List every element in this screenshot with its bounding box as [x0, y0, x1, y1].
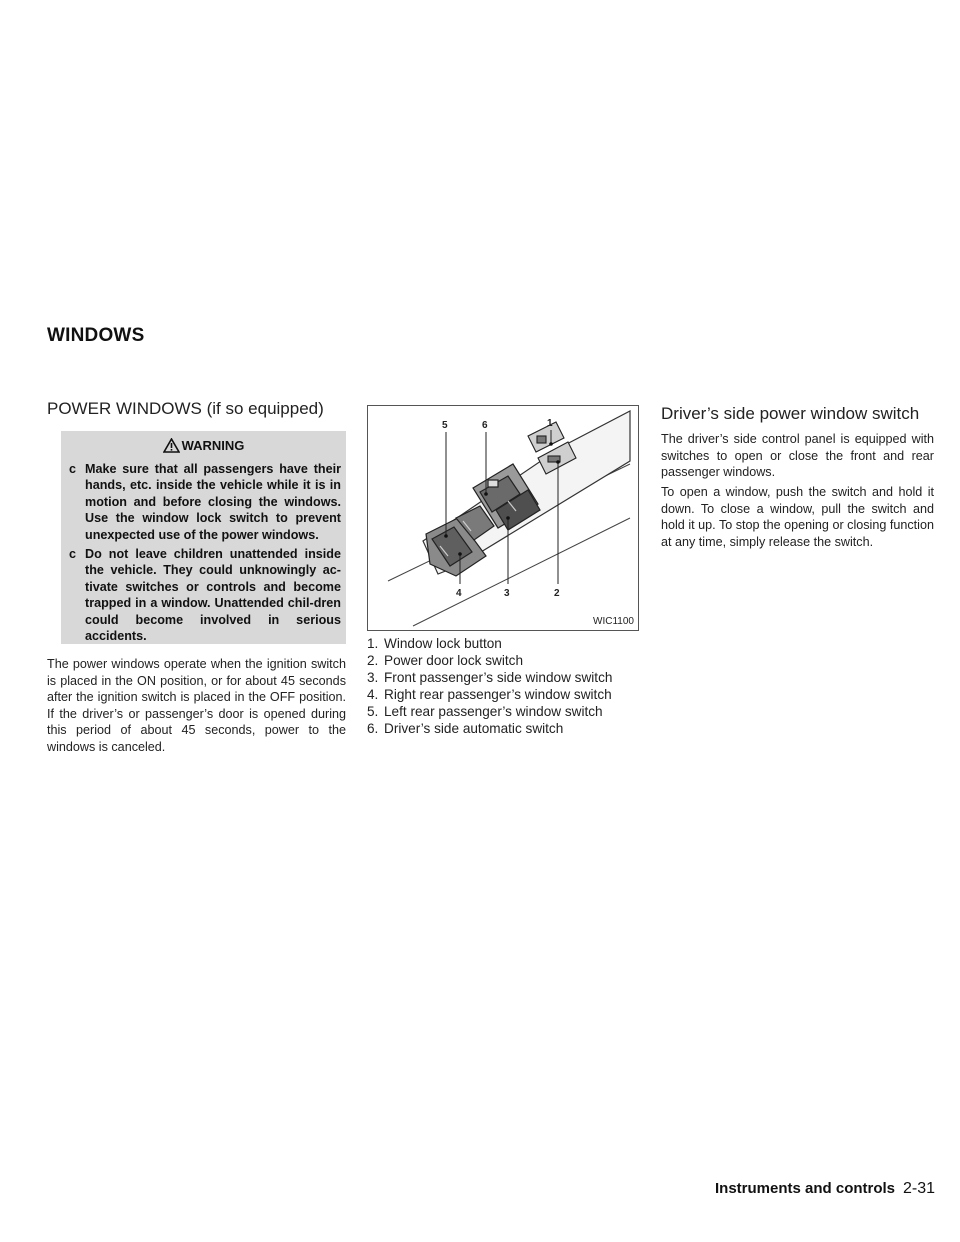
callout-6: 6: [482, 420, 488, 431]
footer-section: Instruments and controls: [715, 1180, 896, 1197]
figure-code: WIC1100: [593, 616, 634, 627]
callout-5: 5: [442, 420, 448, 431]
legend-item: 2. Power door lock switch: [367, 652, 524, 668]
window-switch-illustration: [368, 406, 638, 630]
warning-heading-label: WARNING: [181, 438, 245, 453]
legend-item: 4. Right rear passenger’s window switch: [367, 686, 612, 702]
page-number: 2-31: [903, 1180, 936, 1197]
warning-item-text: Make sure that all passengers have their hands, etc. inside the vehicle while it is in motion and before closing the windows. Use the window lock switch to prevent unexpected use of the power windows.: [85, 462, 341, 542]
bullet-icon: c: [69, 547, 77, 561]
drivers-switch-heading: Driver’s side power window switch: [661, 404, 920, 423]
power-windows-paragraph: The power windows operate when the ignition switch is placed in the ON position, or for about 45 seconds after the ignition switch is placed in the OFF position. If the driver’s or passenger’s door is opened during this period of about 45 seconds, power to the windows is canceled.: [47, 657, 346, 754]
callout-3: 3: [504, 588, 510, 599]
figure-legend: [367, 636, 647, 737]
window-switch-figure: [367, 405, 639, 631]
drivers-switch-paragraph: The driver’s side control panel is equipped with switches to open or close the front and rear passenger windows.: [661, 432, 934, 480]
legend-item: 5. Left rear passenger’s window switch: [367, 703, 603, 719]
legend-item: 1. Window lock button: [367, 636, 502, 651]
legend-item: 3. Front passenger’s side window switch: [367, 669, 613, 685]
warning-heading: [61, 438, 346, 453]
page-footer: [715, 1180, 935, 1198]
legend-item: 6. Driver’s side automatic switch: [367, 720, 564, 736]
drivers-switch-paragraph: To open a window, push the switch and hold it down. To close a window, pull the switch and hold it up. To stop the opening or closing function at any time, simply release the switch.: [661, 485, 934, 549]
warning-item-text: Do not leave children unattended inside the vehicle. They could unknowingly ac-tivate switches or controls and become trapped in a window. Unattended chil-dren could become involved in serious accidents.: [85, 547, 341, 644]
warning-triangle-icon: [163, 438, 180, 453]
warning-box: [61, 431, 346, 644]
power-windows-heading: POWER WINDOWS (if so equipped): [47, 399, 324, 418]
section-title: WINDOWS: [47, 325, 145, 346]
callout-4: 4: [456, 588, 462, 599]
warning-item: [69, 461, 341, 543]
callout-1: 1: [547, 418, 553, 429]
bullet-icon: c: [69, 462, 77, 476]
callout-2: 2: [554, 588, 560, 599]
warning-item: [69, 546, 341, 644]
